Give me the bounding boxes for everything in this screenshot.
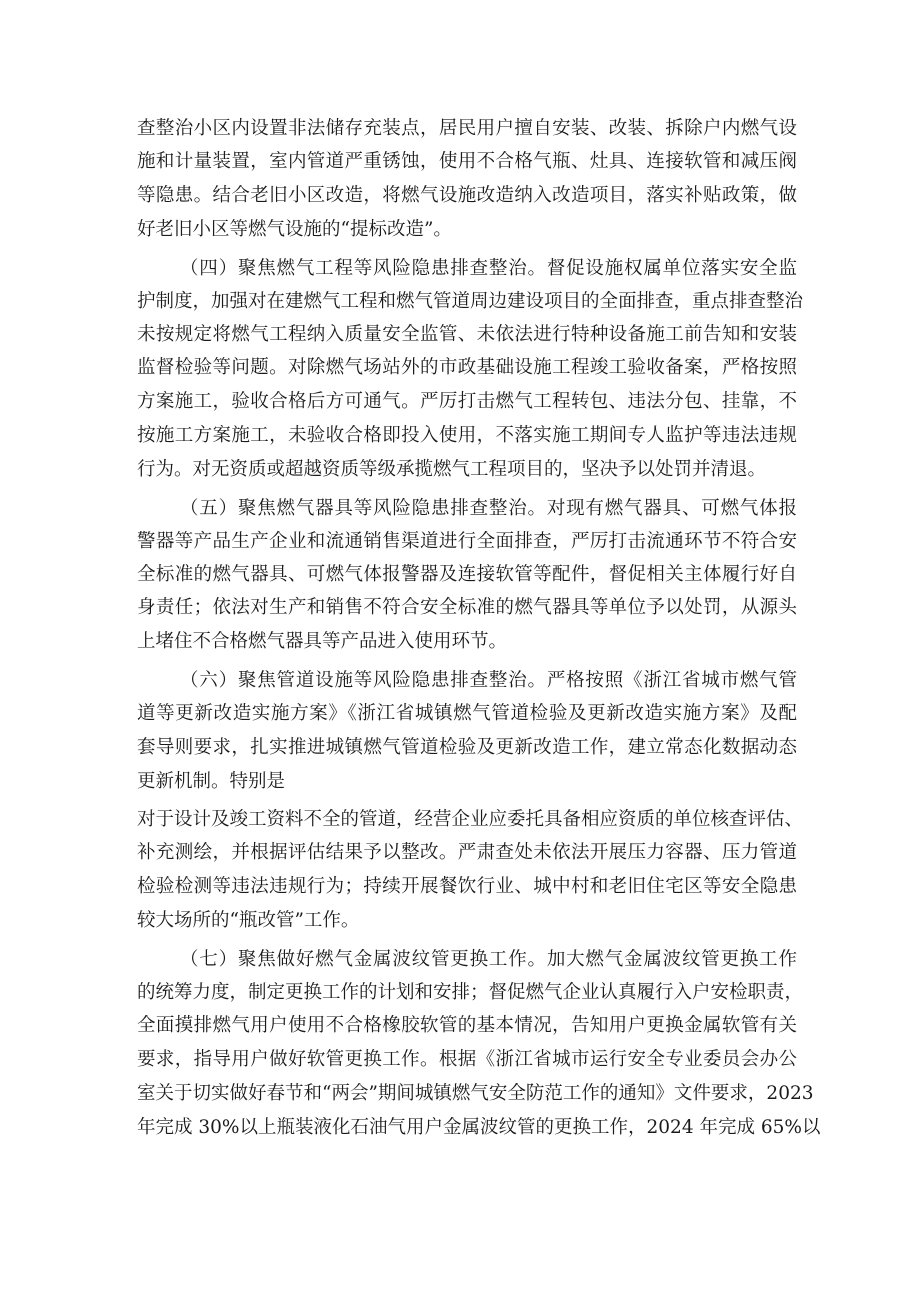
- paragraph-line: 室关于切实做好春节和“两会”期间城镇燃气安全防范工作的通知》文件要求，2023: [137, 1083, 814, 1104]
- paragraph-line: 警器等产品生产企业和流通销售渠道进行全面排查，严厉打击流通环节不符合安: [137, 531, 797, 552]
- paragraph-line: 套导则要求，扎实推进城镇燃气管道检验及更新改造工作，建立常态化数据动态: [137, 737, 797, 758]
- paragraph-line: 要求，指导用户做好软管更换工作。根据《浙江省城市运行安全专业委员会办公: [137, 1049, 797, 1070]
- paragraph-line: 等隐患。结合老旧小区改造，将燃气设施改造纳入改造项目，落实补贴政策，做: [137, 185, 797, 206]
- section-heading-line: （六）聚焦管道设施等风险隐患排查整治。严格按照《浙江省城市燃气管: [180, 670, 797, 691]
- section-heading-line: （七）聚焦做好燃气金属波纹管更换工作。加大燃气金属波纹管更换工作: [180, 949, 797, 970]
- section-heading-line: （五）聚焦燃气器具等风险隐患排查整治。对现有燃气器具、可燃气体报: [180, 498, 797, 519]
- paragraph-line: 全标准的燃气器具、可燃气体报警器及连接软管等配件，督促相关主体履行好自: [137, 564, 797, 585]
- paragraph-line: 施和计量装置，室内管道严重锈蚀，使用不合格气瓶、灶具、连接软管和减压阀: [137, 151, 797, 172]
- paragraph-line: 较大场所的“瓶改管”工作。: [137, 910, 360, 931]
- paragraph-line: 按施工方案施工，未验收合格即投入使用，不落实施工期间专人监护等违法违规: [137, 425, 797, 446]
- paragraph-line: 护制度，加强对在建燃气工程和燃气管道周边建设项目的全面排查，重点排查整治: [137, 291, 804, 312]
- paragraph-line: 检验检测等违法违规行为；持续开展餐饮行业、城中村和老旧住宅区等安全隐患: [137, 876, 797, 897]
- paragraph-line: 行为。对无资质或超越资质等级承揽燃气工程项目的，坚决予以处罚并清退。: [137, 459, 767, 480]
- paragraph-line: 身责任；依法对生产和销售不符合安全标准的燃气器具等单位予以处罚，从源头: [137, 597, 797, 618]
- section-heading-line: （四）聚焦燃气工程等风险隐患排查整治。督促设施权属单位落实安全监: [180, 258, 797, 279]
- paragraph-line: 补充测绘，并根据评估结果予以整改。严肃查处未依法开展压力容器、压力管道: [137, 842, 797, 863]
- paragraph-line: 未按规定将燃气工程纳入质量安全监管、未依法进行特种设备施工前告知和安装: [137, 324, 797, 345]
- paragraph-line: 上堵住不合格燃气器具等产品进入使用环节。: [137, 631, 508, 652]
- paragraph-line: 年完成 30%以上瓶装液化石油气用户金属波纹管的更换工作，2024 年完成 65%以: [137, 1117, 821, 1138]
- paragraph-line: 监督检验等问题。对除燃气场站外的市政基础设施工程竣工验收备案，严格按照: [137, 357, 797, 378]
- paragraph-line: 方案施工，验收合格后方可通气。严厉打击燃气工程转包、违法分包、挂靠，不: [137, 391, 797, 412]
- paragraph-line: 全面摸排燃气用户使用不合格橡胶软管的基本情况，告知用户更换金属软管有关: [137, 1015, 797, 1036]
- paragraph-line: 对于设计及竣工资料不全的管道，经营企业应委托具备相应资质的单位核查评估、: [137, 809, 804, 830]
- paragraph-line: 更新机制。特别是: [137, 771, 286, 792]
- paragraph-line: 好老旧小区等燃气设施的“提标改造”。: [137, 219, 452, 240]
- paragraph-line: 的统筹力度，制定更换工作的计划和安排；督促燃气企业认真履行入户安检职责，: [137, 982, 804, 1003]
- paragraph-line: 查整治小区内设置非法储存充装点，居民用户擅自安装、改装、拆除户内燃气设: [137, 118, 797, 139]
- paragraph-line: 道等更新改造实施方案》《浙江省城镇燃气管道检验及更新改造实施方案》及配: [137, 703, 797, 724]
